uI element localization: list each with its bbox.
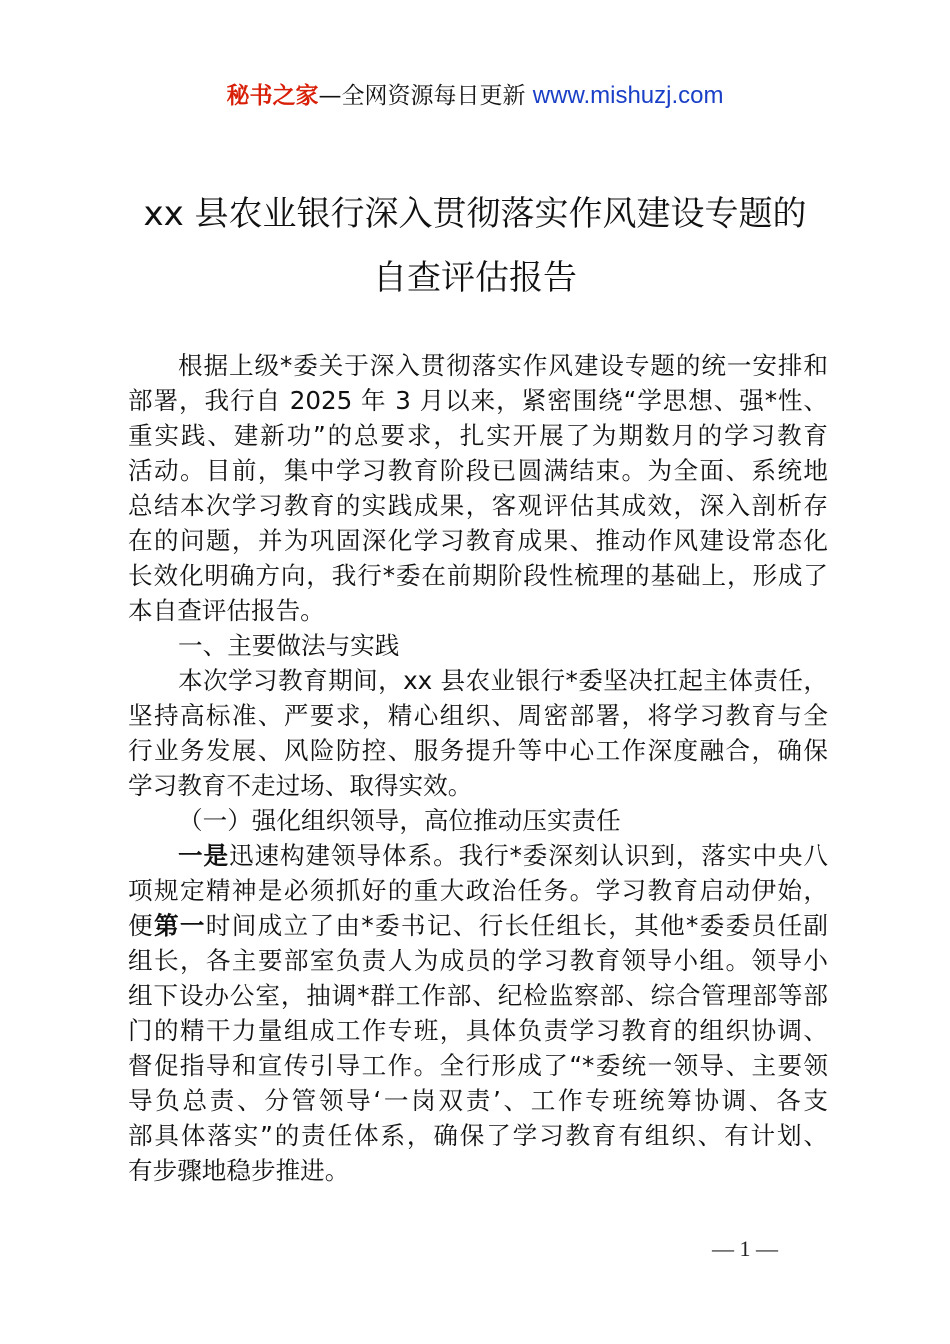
body-line: 行业务发展、风险防控、服务提升等中心工作深度融合，确保 [128,736,828,765]
body-line: 本自查评估报告。 [128,596,325,625]
body-line: 在的问题，并为巩固深化学习教育成果、推动作风建设常态化 [128,526,828,555]
body-line: 有步骤地稳步推进。 [128,1156,350,1185]
body-line: 门的精干力量组成工作专班，具体负责学习教育的组织协调、 [128,1016,828,1045]
body-line: 长效化明确方向，我行*委在前期阶段性梳理的基础上，形成了 [128,561,828,590]
document-body [128,348,828,1188]
site-brand: 秘书之家 [226,83,319,109]
document-title-line-1: xx 县农业银行深入贯彻落实作风建设专题的 [143,194,807,234]
body-line: 学习教育不走过场、取得实效。 [128,771,473,800]
body-line: 项规定精神是必须抓好的重大政治任务。学习教育启动伊始， [128,876,828,905]
inline-text: 时间成立了由*委书记、行长任组长，其他*委委员任副 [205,911,828,940]
body-line: 部署，我行自 2025 年 3 月以来，紧密围绕“学思想、强*性、 [128,386,828,415]
page-number: — 1 — [712,1236,778,1261]
body-line: 导负总责、分管领导‘一岗双责’、工作专班统筹协调、各支 [128,1086,828,1115]
body-line: 总结本次学习教育的实践成果，客观评估其成效，深入剖析存 [128,491,828,520]
section-heading-2: （一）强化组织领导，高位推动压实责任 [178,806,621,835]
body-line [128,908,828,943]
body-line: 重实践、建新功”的总要求，扎实开展了为期数月的学习教育 [128,421,828,450]
body-line: 坚持高标准、严要求，精心组织、周密部署，将学习教育与全 [128,701,828,730]
body-line: 组下设办公室，抽调*群工作部、纪检监察部、综合管理部等部 [128,981,828,1010]
section-heading-1: 一、主要做法与实践 [178,631,400,660]
point-lead-bold: 一是 [178,841,230,870]
inline-bold-text: 第一 [153,911,206,940]
body-line: 活动。目前，集中学习教育阶段已圆满结束。为全面、系统地 [128,456,828,485]
site-banner [0,80,950,112]
document-title-line-2: 自查评估报告 [373,258,577,298]
body-line: 本次学习教育期间，xx 县农业银行*委坚决扛起主体责任， [178,666,828,695]
site-url-link[interactable]: www.mishuzj.com [532,82,724,109]
body-line: 督促指导和宣传引导工作。全行形成了“*委统一领导、主要领 [128,1051,828,1080]
site-tagline: —全网资源每日更新 [318,83,533,109]
point-lead-text: 迅速构建领导体系。我行*委深刻认识到，落实中央八 [229,841,828,870]
inline-text: 便 [128,911,154,940]
body-line: 组长，各主要部室负责人为成员的学习教育领导小组。领导小 [128,946,828,975]
body-line: 部具体落实”的责任体系，确保了学习教育有组织、有计划、 [128,1121,828,1150]
body-line: 根据上级*委关于深入贯彻落实作风建设专题的统一安排和 [178,351,828,380]
body-line [128,838,828,873]
